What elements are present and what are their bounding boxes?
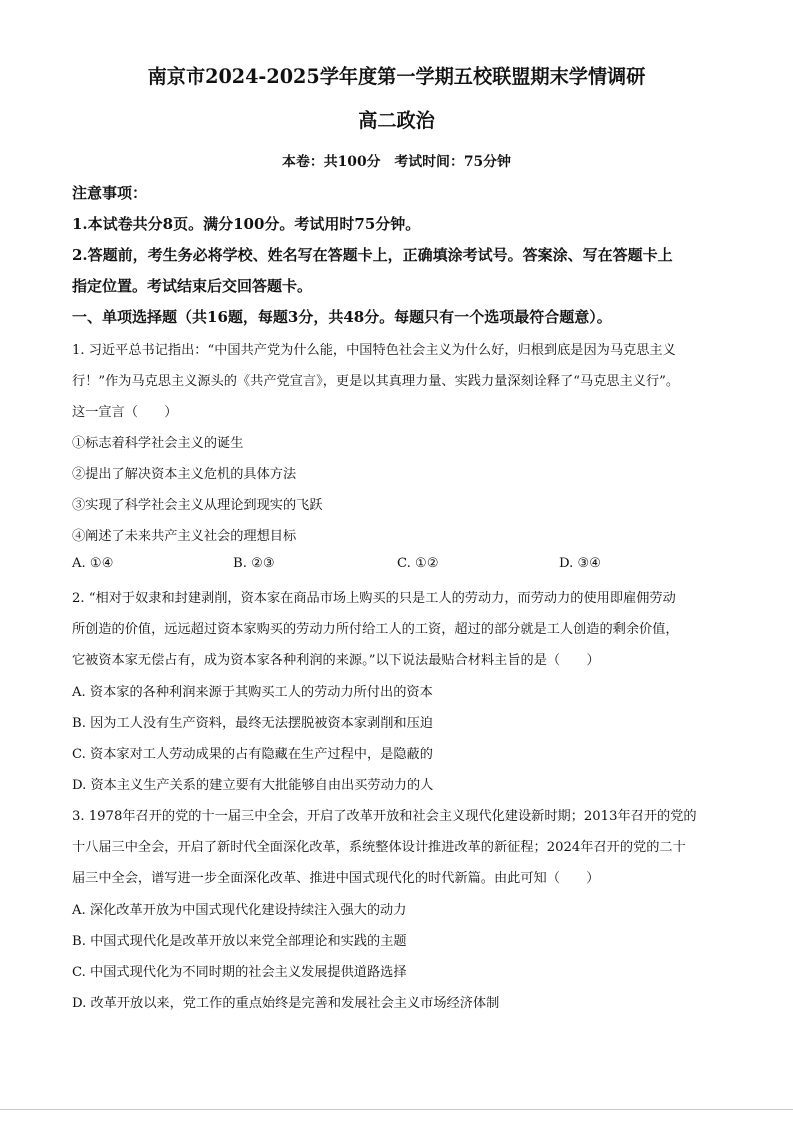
q1-stem-line-2: 行！”作为马克思主义源头的《共产党宣言》，更是以其真理力量、实践力量深刻诠释了“马克思主义行”。 [72, 374, 680, 389]
q3-option-c: C. 中国式现代化为不同时期的社会主义发展提供道路选择 [72, 965, 407, 980]
q3-stem-line-2: 十八届三中全会，开启了新时代全面深化改革，系统整体设计推进改革的新征程；2024年召开的党的二十 [72, 840, 686, 855]
q3-option-d: D. 改革开放以来，党工作的重点始终是完善和发展社会主义市场经济体制 [72, 996, 500, 1011]
q2-option-a: A. 资本家的各种利润来源于其购买工人的劳动力所付出的资本 [72, 685, 433, 700]
exam-title: 南京市2024-2025学年度第一学期五校联盟期末学情调研 [147, 65, 646, 88]
notes-item-1: 1.本试卷共分8页。满分100分。考试用时75分钟。 [72, 215, 421, 233]
q1-stem-line-1: 1. 习近平总书记指出：“中国共产党为什么能，中国特色社会主义为什么好，归根到底是因为马克思主义 [72, 343, 676, 358]
q1-statement-4: ④阐述了未来共产主义社会的理想目标 [72, 529, 297, 544]
q1-statement-1: ①标志着科学社会主义的诞生 [72, 436, 244, 451]
notes-item-2: 2.答题前，考生务必将学校、姓名写在答题卡上，正确填涂考试号。答案涂、写在答题卡上 [72, 246, 673, 264]
exam-subject: 高二政治 [358, 109, 435, 132]
q2-option-b: B. 因为工人没有生产资料，最终无法摆脱被资本家剥削和压迫 [72, 716, 433, 731]
q2-stem-line-1: 2. “相对于奴隶和封建剥削，资本家在商品市场上购买的只是工人的劳动力，而劳动力的使用即雇佣劳动 [72, 591, 676, 606]
q3-stem-line-1: 3. 1978年召开的党的十一届三中全会，开启了改革开放和社会主义现代化建设新时期；2013年召开的党的 [72, 809, 697, 824]
q1-option-a: A. ①④ [72, 556, 114, 571]
exam-meta: 本卷：共100分 考试时间：75分钟 [282, 154, 511, 170]
q2-stem-line-3: 它被资本家无偿占有，成为资本家各种利润的来源。”以下说法最贴合材料主旨的是（ ） [72, 653, 600, 668]
q3-stem-line-3: 届三中全会，谱写进一步全面深化改革、推进中国式现代化的时代新篇。由此可知（ ） [72, 871, 600, 886]
q1-stem-line-3: 这一宣言（ ） [72, 405, 178, 420]
q3-option-b: B. 中国式现代化是改革开放以来党全部理论和实践的主题 [72, 934, 407, 949]
notes-item-2-cont: 指定位置。考试结束后交回答题卡。 [72, 277, 313, 295]
q1-option-c: C. ①② [397, 556, 439, 571]
notes-heading: 注意事项： [72, 184, 148, 202]
q3-option-a: A. 深化改革开放为中国式现代化建设持续注入强大的动力 [72, 903, 407, 918]
q2-option-c: C. 资本家对工人劳动成果的占有隐藏在生产过程中，是隐蔽的 [72, 747, 433, 762]
q2-stem-line-2: 所创造的价值，远远超过资本家购买的劳动力所付给工人的工资，超过的部分就是工人创造的剩余价值， [72, 622, 679, 637]
page-bottom-divider [0, 1109, 793, 1110]
q2-option-d: D. 资本主义生产关系的建立要有大批能够自由出买劳动力的人 [72, 778, 434, 793]
q1-statement-3: ③实现了科学社会主义从理论到现实的飞跃 [72, 498, 323, 513]
section-heading: 一、单项选择题（共16题，每题3分，共48分。每题只有一个选项最符合题意）。 [72, 308, 612, 326]
q1-option-d: D. ③④ [559, 556, 602, 571]
q1-statement-2: ②提出了解决资本主义危机的具体方法 [72, 467, 297, 482]
q1-option-b: B. ②③ [233, 556, 275, 571]
